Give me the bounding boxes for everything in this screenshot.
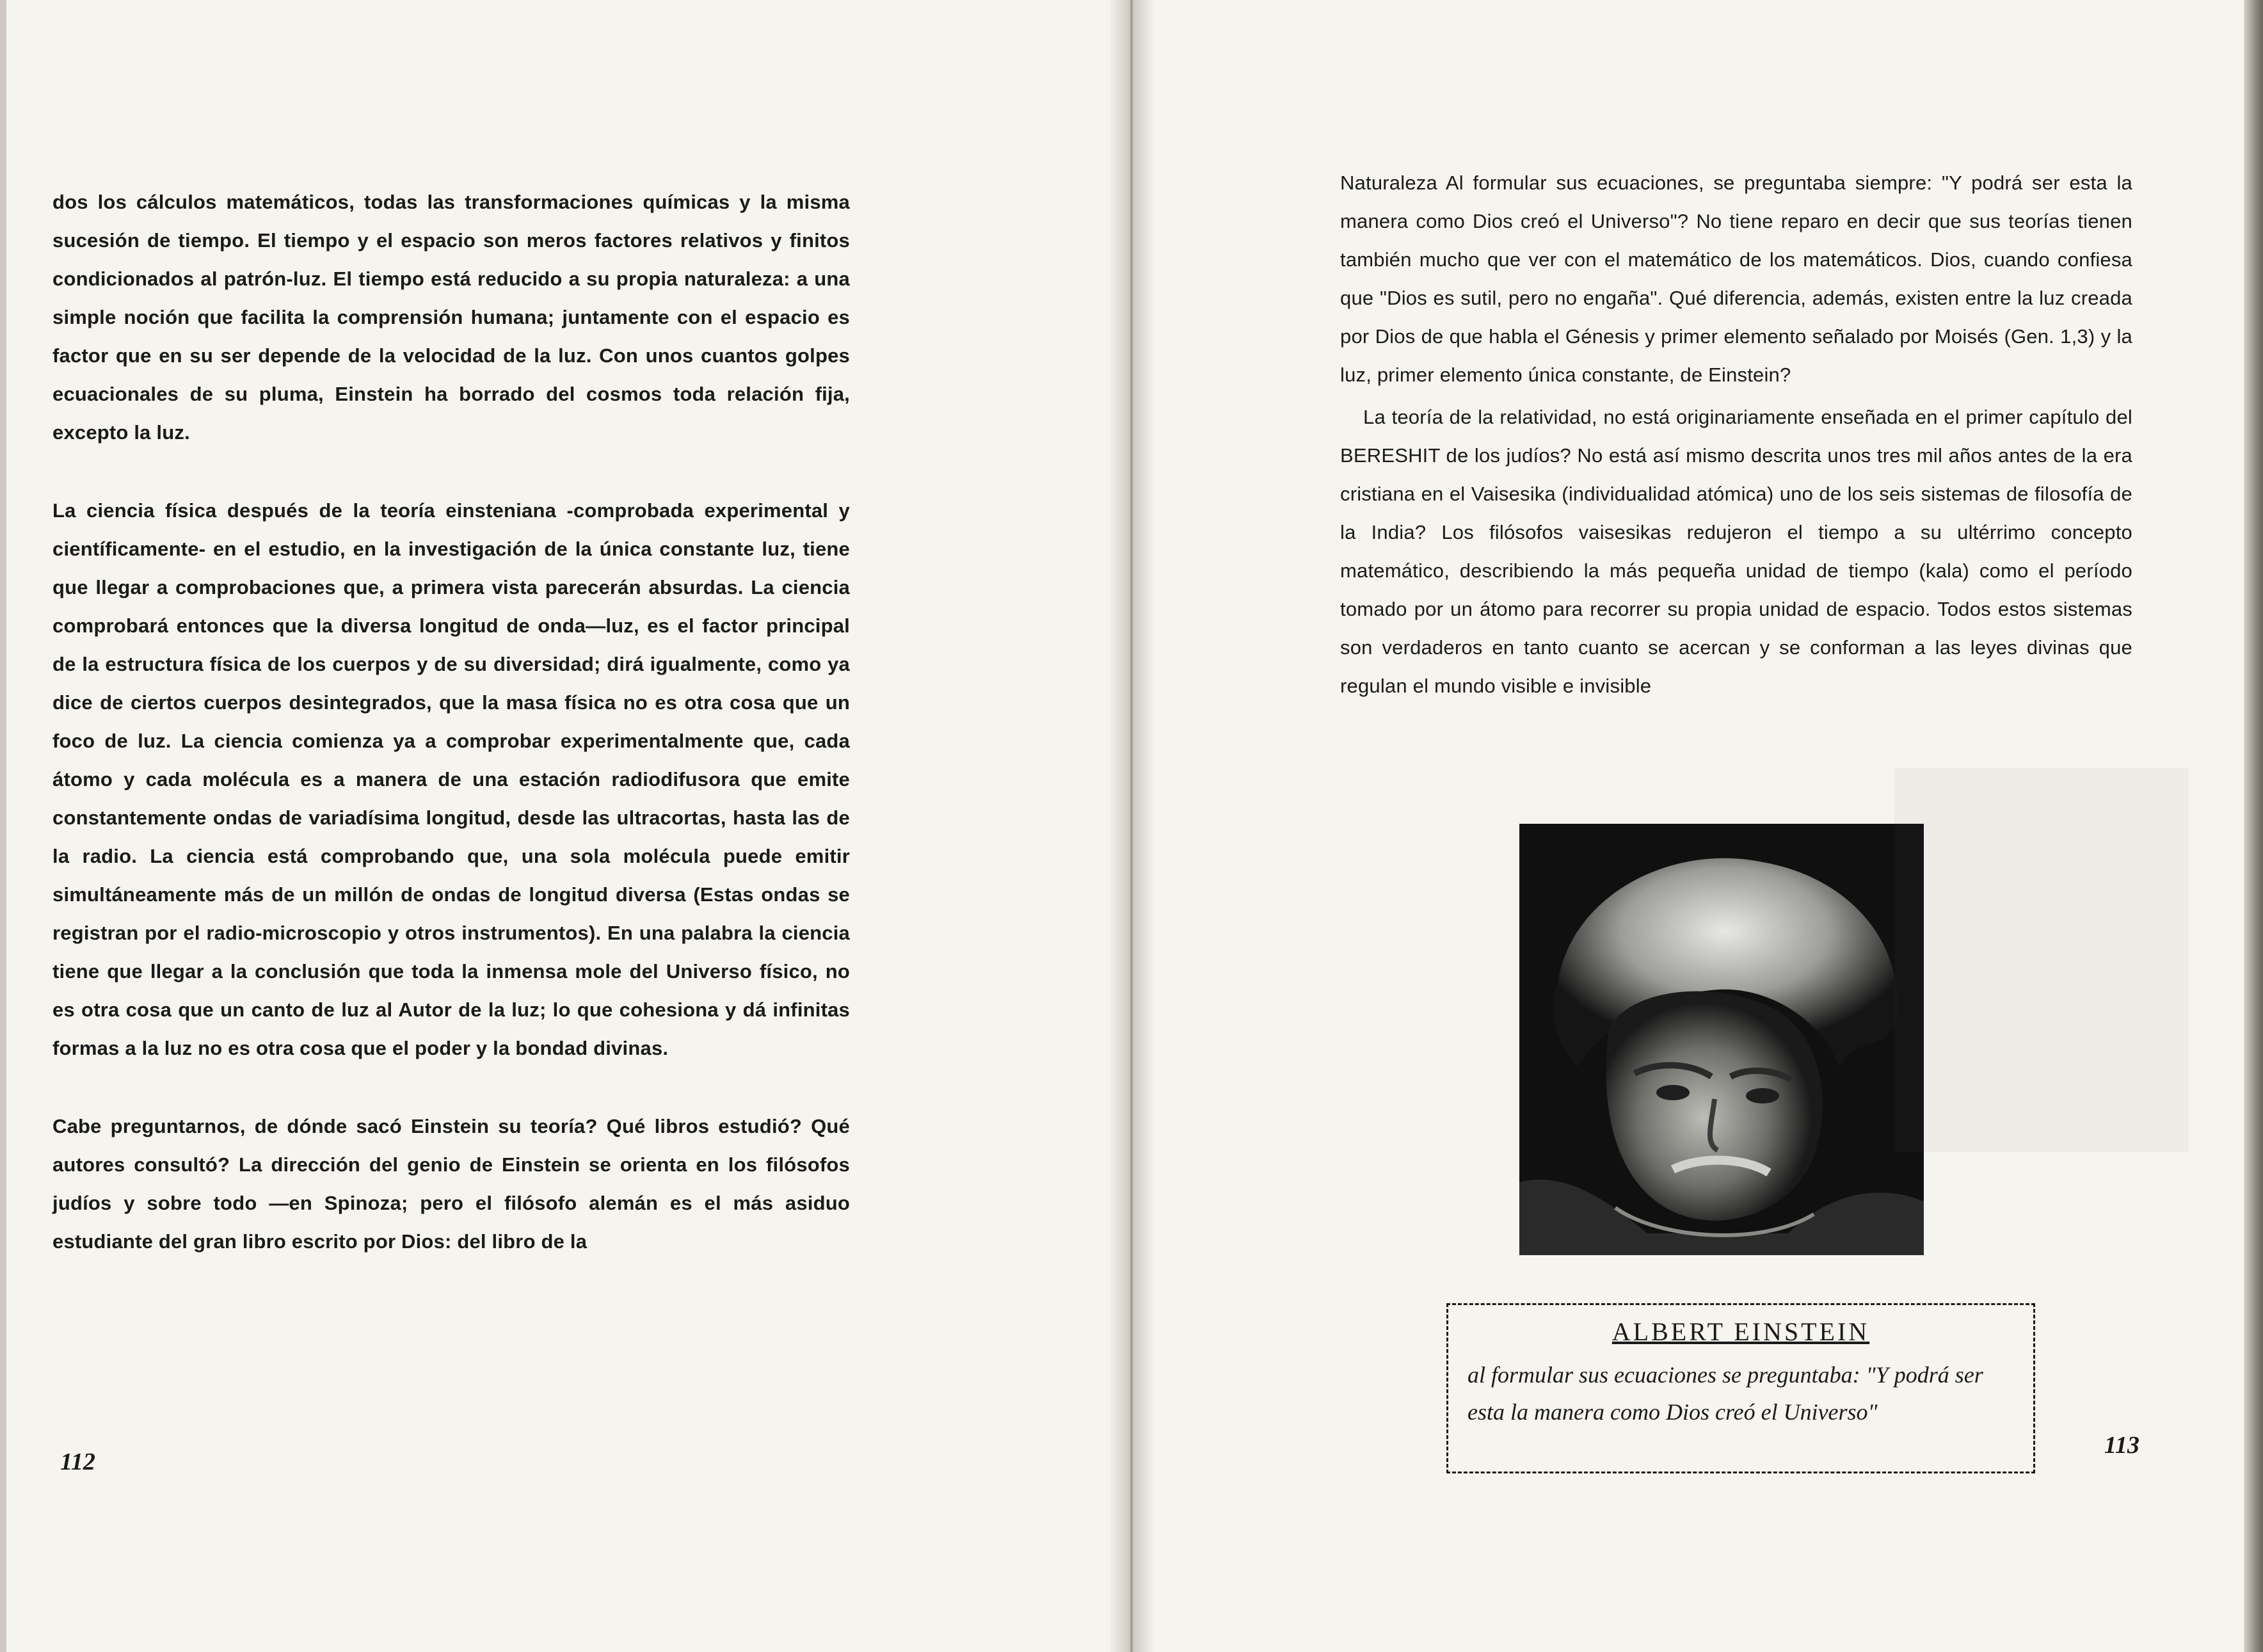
book-gutter — [1110, 0, 1153, 1652]
left-paragraph-1: dos los cálculos matemáticos, todas las transformaciones químicas y la misma sucesión de tiempo. El tiempo y el espacio son meros factores relativos y finitos condicionados al patrón-luz. El tiempo está reducido a su propia naturaleza: a una simple noción que facilita la comprensión humana; juntamente con el espacio es factor que en su ser depende de la velocidad de la luz. Con unos cuantos golpes ecuacionales de su pluma, Einstein ha borrado del cosmos toda relación fija, excepto la luz. — [52, 191, 850, 444]
left-page — [0, 0, 1126, 1652]
caption-text: al formular sus ecuaciones se preguntaba: "Y podrá ser esta la manera como Dios creó el Universo" — [1467, 1362, 1983, 1425]
page-edge — [2244, 0, 2263, 1652]
right-page-text — [1340, 164, 2132, 705]
left-paragraph-2: La ciencia física después de la teoría einsteniana -comprobada experimental y científicamente- en el estudio, en la investigación de la única constante luz, tiene que llegar a comprobaciones que, a primera vista parecerán absurdas. La ciencia comprobará entonces que la diversa longitud de onda—luz, es el factor principal de la estructura física de los cuerpos y de su diversidad; dirá igualmente, como ya dice de ciertos cuerpos desintegrados, que la masa física no es otra cosa que un foco de luz. La ciencia comienza ya a comprobar experimentalmente que, cada átomo y cada molécula es a manera de una estación radiodifusora que emite constantemente ondas de variadísima longitud, desde las ultracortas, hasta las de la radio. La ciencia está comprobando que, una sola molécula puede emitir simultáneamente más de un millón de ondas de longitud diversa (Estas ondas se registran por el radio-microscopio y otros instrumentos). En una palabra la ciencia tiene que llegar a la conclusión que toda la inmensa mole del Universo físico, no es otra cosa que un canto de luz al Autor de la luz; lo que cohesiona y dá infinitas formas a la luz no es otra cosa que el poder y la bondad divinas. — [52, 499, 850, 1059]
page-stain — [1894, 768, 2189, 1152]
portrait-image — [1519, 824, 1924, 1255]
left-paragraph-3: Cabe preguntarnos, de dónde sacó Einstein su teoría? Qué libros estudió? Qué autores consultó? La dirección del genio de Einstein se orienta en los filósofos judíos y sobre todo —en Spinoza; pero el filósofo alemán es el más asiduo estudiante del gran libro escrito por Dios: del libro de la — [52, 1115, 850, 1253]
page-number-right: 113 — [2104, 1432, 2139, 1459]
photo-caption-box — [1446, 1303, 2035, 1473]
page-number-left: 112 — [60, 1448, 95, 1475]
left-page-text — [52, 183, 850, 1261]
right-paragraph-1: Naturaleza Al formular sus ecuaciones, se preguntaba siempre: "Y podrá ser esta la manera como Dios creó el Universo"? No tiene reparo en decir que sus teorías tienen también mucho que ver con el matemático de los matemáticos. Dios, cuando confiesa que "Dios es sutil, pero no engaña". Qué diferencia, además, existen entre la luz creada por Dios de que habla el Génesis y primer elemento señalado por Moisés (Gen. 1,3) y la luz, primer elemento única constante, de Einstein? — [1340, 172, 2132, 386]
right-paragraph-2: La teoría de la relatividad, no está originariamente enseñada en el primer capítulo del BERESHIT de los judíos? No está así mismo descrita unos tres mil años antes de la era cristiana en el Vaisesika (individualidad atómica) uno de los seis sistemas de filosofía de la India? Los filósofos vaisesikas redujeron el tiempo a su ultérrimo concepto matemático, describiendo la más pequeña unidad de tiempo (kala) como el período tomado por un átomo para recorrer su propia unidad de espacio. Todos estos sistemas son verdaderos en tanto cuanto se acercan y se conforman a las leyes divinas que regulan el mundo visible e invisible — [1340, 406, 2132, 697]
einstein-portrait-photo — [1519, 824, 1924, 1255]
caption-title: ALBERT EINSTEIN — [1611, 1317, 1870, 1346]
